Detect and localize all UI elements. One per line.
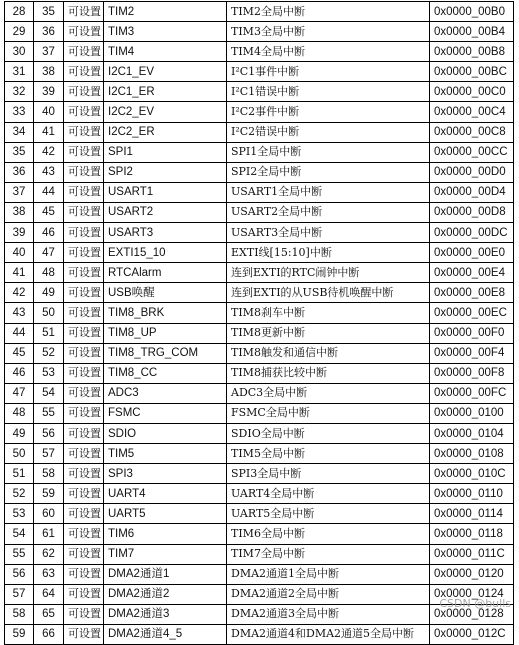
position-cell: 44 (5, 323, 34, 343)
position-cell: 49 (5, 423, 34, 443)
position-cell: 48 (5, 403, 34, 423)
name-cell: TIM8_TRG_COM (104, 343, 227, 363)
table-row (5, 444, 514, 464)
position-cell: 36 (5, 162, 34, 182)
description-cell: EXTI线[15:10]中断 (227, 243, 430, 263)
address-cell: 0x0000_0100 (430, 403, 514, 423)
priority-cell: 59 (34, 484, 64, 504)
name-cell: DMA2通道1 (104, 564, 227, 584)
priority-type-cell: 可设置 (64, 122, 104, 142)
address-cell: 0x0000_0120 (430, 564, 514, 584)
description-cell: SPI1全局中断 (227, 142, 430, 162)
priority-cell: 35 (34, 2, 64, 22)
position-cell: 45 (5, 343, 34, 363)
description-cell: 连到EXTI的RTC闹钟中断 (227, 263, 430, 283)
address-cell: 0x0000_00E0 (430, 243, 514, 263)
priority-type-cell: 可设置 (64, 524, 104, 544)
priority-cell: 62 (34, 544, 64, 564)
address-cell: 0x0000_0108 (430, 444, 514, 464)
priority-type-cell: 可设置 (64, 42, 104, 62)
description-cell: I²C1错误中断 (227, 82, 430, 102)
name-cell: RTCAlarm (104, 263, 227, 283)
address-cell: 0x0000_00E8 (430, 283, 514, 303)
table-row (5, 484, 514, 504)
position-cell: 52 (5, 484, 34, 504)
name-cell: FSMC (104, 403, 227, 423)
position-cell: 57 (5, 584, 34, 604)
table-row (5, 202, 514, 222)
priority-cell: 66 (34, 624, 64, 644)
priority-cell: 41 (34, 122, 64, 142)
address-cell: 0x0000_012C (430, 624, 514, 644)
position-cell: 38 (5, 202, 34, 222)
address-cell: 0x0000_010C (430, 464, 514, 484)
name-cell: DMA2通道2 (104, 584, 227, 604)
description-cell: FSMC全局中断 (227, 403, 430, 423)
address-cell: 0x0000_00B8 (430, 42, 514, 62)
address-cell: 0x0000_00F0 (430, 323, 514, 343)
description-cell: DMA2通道3全局中断 (227, 604, 430, 624)
table-row (5, 223, 514, 243)
description-cell: UART4全局中断 (227, 484, 430, 504)
table-row (5, 142, 514, 162)
position-cell: 33 (5, 102, 34, 122)
priority-type-cell: 可设置 (64, 263, 104, 283)
priority-cell: 43 (34, 162, 64, 182)
priority-cell: 63 (34, 564, 64, 584)
description-cell: SPI3全局中断 (227, 464, 430, 484)
description-cell: DMA2通道4和DMA2通道5全局中断 (227, 624, 430, 644)
position-cell: 30 (5, 42, 34, 62)
name-cell: USART3 (104, 223, 227, 243)
priority-cell: 48 (34, 263, 64, 283)
address-cell: 0x0000_00D0 (430, 162, 514, 182)
priority-cell: 50 (34, 303, 64, 323)
address-cell: 0x0000_00D4 (430, 182, 514, 202)
table-row (5, 283, 514, 303)
priority-type-cell: 可设置 (64, 504, 104, 524)
name-cell: I2C1_EV (104, 62, 227, 82)
table-row (5, 42, 514, 62)
priority-type-cell: 可设置 (64, 343, 104, 363)
description-cell: TIM7全局中断 (227, 544, 430, 564)
position-cell: 32 (5, 82, 34, 102)
priority-type-cell: 可设置 (64, 423, 104, 443)
name-cell: USART2 (104, 202, 227, 222)
position-cell: 35 (5, 142, 34, 162)
watermark: CSDN @bulls (439, 597, 511, 610)
name-cell: UART5 (104, 504, 227, 524)
table-row (5, 604, 514, 624)
description-cell: TIM8捕获比较中断 (227, 363, 430, 383)
priority-cell: 42 (34, 142, 64, 162)
priority-type-cell: 可设置 (64, 62, 104, 82)
table-row (5, 182, 514, 202)
description-cell: SDIO全局中断 (227, 423, 430, 443)
table-row (5, 22, 514, 42)
interrupt-vector-table (4, 1, 514, 645)
priority-cell: 49 (34, 283, 64, 303)
address-cell: 0x0000_0118 (430, 524, 514, 544)
priority-cell: 53 (34, 363, 64, 383)
description-cell: I²C2事件中断 (227, 102, 430, 122)
address-cell: 0x0000_00EC (430, 303, 514, 323)
address-cell: 0x0000_00CC (430, 142, 514, 162)
position-cell: 37 (5, 182, 34, 202)
priority-cell: 40 (34, 102, 64, 122)
position-cell: 42 (5, 283, 34, 303)
table-row (5, 423, 514, 443)
priority-type-cell: 可设置 (64, 464, 104, 484)
priority-cell: 47 (34, 243, 64, 263)
priority-type-cell: 可设置 (64, 162, 104, 182)
name-cell: ADC3 (104, 383, 227, 403)
address-cell: 0x0000_00FC (430, 383, 514, 403)
priority-cell: 60 (34, 504, 64, 524)
name-cell: TIM6 (104, 524, 227, 544)
name-cell: I2C2_ER (104, 122, 227, 142)
priority-cell: 45 (34, 202, 64, 222)
priority-cell: 36 (34, 22, 64, 42)
priority-type-cell: 可设置 (64, 323, 104, 343)
address-cell: 0x0000_00BC (430, 62, 514, 82)
position-cell: 31 (5, 62, 34, 82)
priority-type-cell: 可设置 (64, 403, 104, 423)
position-cell: 34 (5, 122, 34, 142)
address-cell: 0x0000_0104 (430, 423, 514, 443)
table-row (5, 162, 514, 182)
priority-type-cell: 可设置 (64, 484, 104, 504)
priority-cell: 61 (34, 524, 64, 544)
address-cell: 0x0000_0114 (430, 504, 514, 524)
priority-type-cell: 可设置 (64, 202, 104, 222)
priority-type-cell: 可设置 (64, 283, 104, 303)
description-cell: TIM5全局中断 (227, 444, 430, 464)
position-cell: 46 (5, 363, 34, 383)
address-cell: 0x0000_0110 (430, 484, 514, 504)
priority-type-cell: 可设置 (64, 564, 104, 584)
table-row (5, 504, 514, 524)
priority-type-cell: 可设置 (64, 243, 104, 263)
address-cell: 0x0000_00F4 (430, 343, 514, 363)
name-cell: TIM7 (104, 544, 227, 564)
address-cell: 0x0000_00F8 (430, 363, 514, 383)
description-cell: USART2全局中断 (227, 202, 430, 222)
address-cell: 0x0000_00D8 (430, 202, 514, 222)
address-cell: 0x0000_011C (430, 544, 514, 564)
address-cell: 0x0000_00C8 (430, 122, 514, 142)
address-cell: 0x0000_00B4 (430, 22, 514, 42)
priority-type-cell: 可设置 (64, 363, 104, 383)
description-cell: SPI2全局中断 (227, 162, 430, 182)
table-row (5, 464, 514, 484)
description-cell: USART1全局中断 (227, 182, 430, 202)
position-cell: 58 (5, 604, 34, 624)
description-cell: I²C1事件中断 (227, 62, 430, 82)
description-cell: TIM4全局中断 (227, 42, 430, 62)
position-cell: 59 (5, 624, 34, 644)
table-row (5, 102, 514, 122)
description-cell: ADC3全局中断 (227, 383, 430, 403)
priority-type-cell: 可设置 (64, 303, 104, 323)
priority-type-cell: 可设置 (64, 2, 104, 22)
priority-type-cell: 可设置 (64, 544, 104, 564)
description-cell: TIM8刹车中断 (227, 303, 430, 323)
priority-type-cell: 可设置 (64, 383, 104, 403)
address-cell: 0x0000_00C4 (430, 102, 514, 122)
name-cell: TIM8_CC (104, 363, 227, 383)
address-cell: 0x0000_00DC (430, 223, 514, 243)
table-body (5, 2, 514, 645)
table-row (5, 243, 514, 263)
description-cell: TIM3全局中断 (227, 22, 430, 42)
priority-cell: 37 (34, 42, 64, 62)
position-cell: 41 (5, 263, 34, 283)
table-row (5, 62, 514, 82)
position-cell: 40 (5, 243, 34, 263)
name-cell: SPI2 (104, 162, 227, 182)
name-cell: DMA2通道3 (104, 604, 227, 624)
name-cell: DMA2通道4_5 (104, 624, 227, 644)
priority-cell: 46 (34, 223, 64, 243)
table-row (5, 564, 514, 584)
table-row (5, 624, 514, 644)
position-cell: 54 (5, 524, 34, 544)
priority-type-cell: 可设置 (64, 604, 104, 624)
table-row (5, 122, 514, 142)
address-cell: 0x0000_00B0 (430, 2, 514, 22)
priority-type-cell: 可设置 (64, 584, 104, 604)
priority-type-cell: 可设置 (64, 82, 104, 102)
priority-cell: 44 (34, 182, 64, 202)
priority-type-cell: 可设置 (64, 182, 104, 202)
position-cell: 39 (5, 223, 34, 243)
priority-cell: 58 (34, 464, 64, 484)
description-cell: DMA2通道1全局中断 (227, 564, 430, 584)
position-cell: 43 (5, 303, 34, 323)
name-cell: EXTI15_10 (104, 243, 227, 263)
description-cell: TIM8触发和通信中断 (227, 343, 430, 363)
table-row (5, 303, 514, 323)
description-cell: TIM2全局中断 (227, 2, 430, 22)
description-cell: UART5全局中断 (227, 504, 430, 524)
address-cell: 0x0000_0124 (430, 584, 514, 604)
description-cell: TIM8更新中断 (227, 323, 430, 343)
table-row (5, 403, 514, 423)
table-row (5, 343, 514, 363)
position-cell: 51 (5, 464, 34, 484)
name-cell: TIM4 (104, 42, 227, 62)
name-cell: SDIO (104, 423, 227, 443)
name-cell: TIM3 (104, 22, 227, 42)
priority-type-cell: 可设置 (64, 102, 104, 122)
position-cell: 47 (5, 383, 34, 403)
name-cell: TIM5 (104, 444, 227, 464)
description-cell: USART3全局中断 (227, 223, 430, 243)
description-cell: I²C2错误中断 (227, 122, 430, 142)
description-cell: DMA2通道2全局中断 (227, 584, 430, 604)
priority-cell: 51 (34, 323, 64, 343)
name-cell: UART4 (104, 484, 227, 504)
table-row (5, 2, 514, 22)
position-cell: 50 (5, 444, 34, 464)
priority-cell: 55 (34, 403, 64, 423)
name-cell: TIM8_BRK (104, 303, 227, 323)
priority-cell: 52 (34, 343, 64, 363)
name-cell: TIM8_UP (104, 323, 227, 343)
table-row (5, 524, 514, 544)
table-row (5, 544, 514, 564)
name-cell: SPI3 (104, 464, 227, 484)
position-cell: 55 (5, 544, 34, 564)
priority-cell: 57 (34, 444, 64, 464)
priority-type-cell: 可设置 (64, 624, 104, 644)
table-row (5, 323, 514, 343)
priority-type-cell: 可设置 (64, 223, 104, 243)
position-cell: 28 (5, 2, 34, 22)
name-cell: I2C2_EV (104, 102, 227, 122)
name-cell: I2C1_ER (104, 82, 227, 102)
priority-cell: 38 (34, 62, 64, 82)
description-cell: TIM6全局中断 (227, 524, 430, 544)
priority-cell: 56 (34, 423, 64, 443)
table-row (5, 584, 514, 604)
description-cell: 连到EXTI的从USB待机唤醒中断 (227, 283, 430, 303)
name-cell: TIM2 (104, 2, 227, 22)
priority-type-cell: 可设置 (64, 444, 104, 464)
table-row (5, 383, 514, 403)
position-cell: 29 (5, 22, 34, 42)
interrupt-vector-table-page (4, 1, 513, 645)
table-row (5, 82, 514, 102)
priority-cell: 54 (34, 383, 64, 403)
name-cell: USB唤醒 (104, 283, 227, 303)
priority-cell: 65 (34, 604, 64, 624)
address-cell: 0x0000_00C0 (430, 82, 514, 102)
position-cell: 53 (5, 504, 34, 524)
name-cell: SPI1 (104, 142, 227, 162)
priority-cell: 39 (34, 82, 64, 102)
address-cell: 0x0000_00E4 (430, 263, 514, 283)
address-cell: 0x0000_0128 (430, 604, 514, 624)
table-row (5, 363, 514, 383)
priority-type-cell: 可设置 (64, 22, 104, 42)
priority-type-cell: 可设置 (64, 142, 104, 162)
name-cell: USART1 (104, 182, 227, 202)
position-cell: 56 (5, 564, 34, 584)
table-row (5, 263, 514, 283)
priority-cell: 64 (34, 584, 64, 604)
